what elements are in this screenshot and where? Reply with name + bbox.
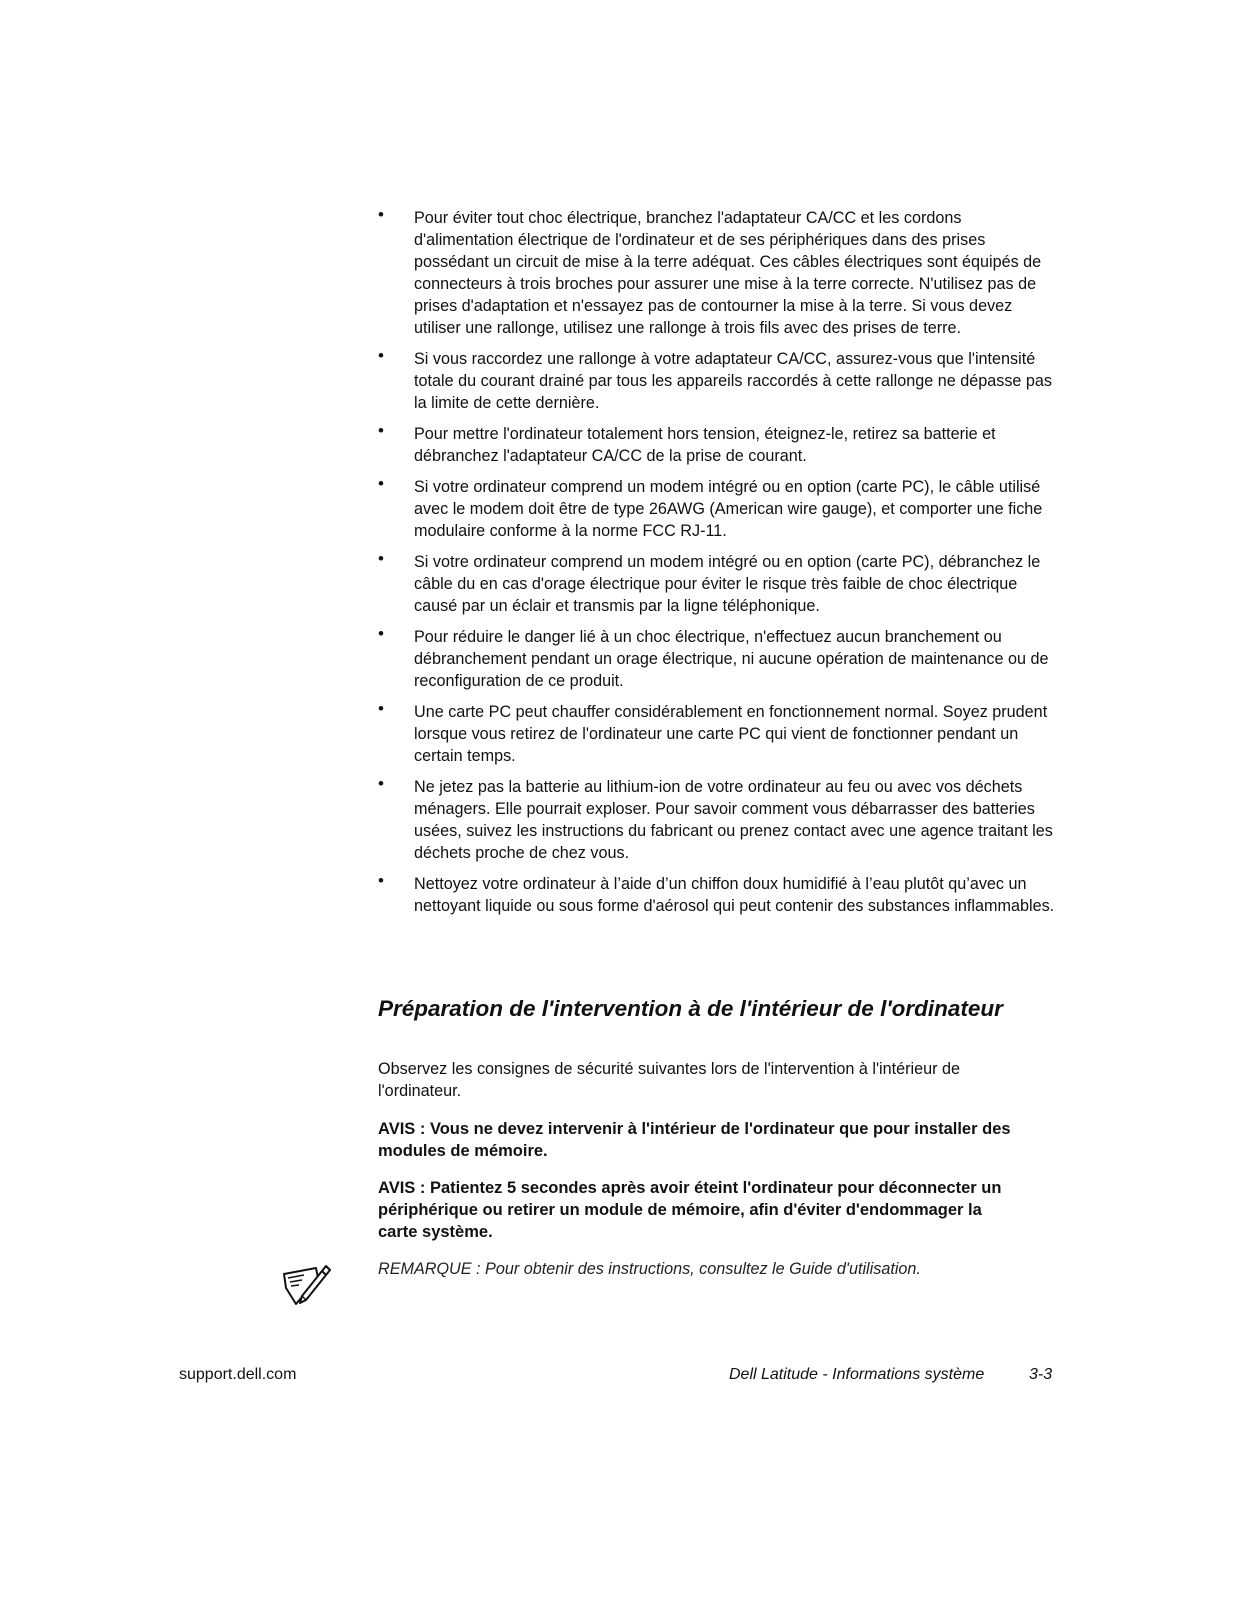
list-item: • Pour éviter tout choc électrique, branchez l'adaptateur CA/CC et les cordons d'alimentation électrique de l'ordinateur et de ses périphériques dans des prises possédant un circuit de mise à la terre adéquat. Ces câbles électriques sont équipés de connecteurs à trois broches pour assurer une mise à la terre correcte. N'utilisez pas de prises d'adaptation et n'essayez pas de contourner la mise à la terre. Si vous devez utiliser une rallonge, utilisez une rallonge à trois fils avec des prises de terre. [378, 205, 1042, 337]
bullet-icon: • [378, 699, 384, 718]
bullet-icon: • [378, 474, 384, 493]
list-item: • Pour réduire le danger lié à un choc électrique, n'effectuez aucun branchement ou débranchement pendant un orage électrique, ni aucune opération de maintenance ou de reconfiguration de ce produit. [378, 624, 1049, 690]
list-item: • Ne jetez pas la batterie au lithium-ion de votre ordinateur au feu ou avec vos déchets ménagers. Elle pourrait exploser. Pour savoir comment vous débarrasser des batteries usées, suivez les instructions du fabricant ou prenez contact avec une agence traitant les déchets proche de chez vous. [378, 774, 1053, 862]
section-intro: Observez les consignes de sécurité suivantes lors de l'intervention à l'intérieur de l'ordinateur. [378, 1060, 961, 1100]
list-item: • Si vous raccordez une rallonge à votre adaptateur CA/CC, assurez-vous que l'intensité totale du courant drainé par tous les appareils raccordés à cette rallonge ne dépasse pas la limite de cette dernière. [378, 346, 1053, 412]
footer-document-title: Dell Latitude - Informations système [729, 1366, 985, 1383]
note-pencil-icon [282, 1262, 332, 1308]
notice-wait-five-seconds: AVIS : Patientez 5 secondes après avoir éteint l'ordinateur pour déconnecter un périphérique ou retirer un module de mémoire, afin d'éviter d'endommager la carte système. [378, 1179, 1002, 1241]
section-heading: Préparation de l'intervention à de l'intérieur de l'ordinateur [378, 996, 1003, 1021]
footer-site-link[interactable]: support.dell.com [179, 1366, 297, 1383]
safety-bullet-list [378, 207, 1058, 926]
notice-memory-modules: AVIS : Vous ne devez intervenir à l'intérieur de l'ordinateur que pour installer des modules de mémoire. [378, 1120, 1011, 1160]
bullet-icon: • [378, 774, 384, 793]
footer-page-number: 3-3 [1029, 1366, 1053, 1383]
bullet-icon: • [378, 205, 384, 224]
list-item: • Si votre ordinateur comprend un modem intégré ou en option (carte PC), le câble utilisé avec le modem doit être de type 26AWG (American wire gauge), et comporter une fiche modulaire conforme à la norme FCC RJ-11. [378, 474, 1043, 540]
bullet-icon: • [378, 871, 384, 890]
list-item: • Pour mettre l'ordinateur totalement hors tension, éteignez-le, retirez sa batterie et débranchez l'adaptateur CA/CC de la prise de courant. [378, 421, 996, 465]
bullet-icon: • [378, 346, 384, 365]
list-item: • Nettoyez votre ordinateur à l’aide d’un chiffon doux humidifié à l’eau plutôt qu’avec un nettoyant liquide ou sous forme d'aérosol qui peut contenir des substances inflammables. [378, 871, 1055, 915]
bullet-icon: • [378, 421, 384, 440]
remark-note: REMARQUE : Pour obtenir des instructions, consultez le Guide d'utilisation. [378, 1260, 921, 1278]
list-item: • Si votre ordinateur comprend un modem intégré ou en option (carte PC), débranchez le câble du en cas d'orage électrique pour éviter le risque très faible de choc électrique causé par un éclair et transmis par la ligne téléphonique. [378, 549, 1041, 615]
list-item: • Une carte PC peut chauffer considérablement en fonctionnement normal. Soyez prudent lorsque vous retirez de l'ordinateur une carte PC qui vient de fonctionner pendant un certain temps. [378, 699, 1048, 765]
bullet-icon: • [378, 624, 384, 643]
bullet-icon: • [378, 549, 384, 568]
